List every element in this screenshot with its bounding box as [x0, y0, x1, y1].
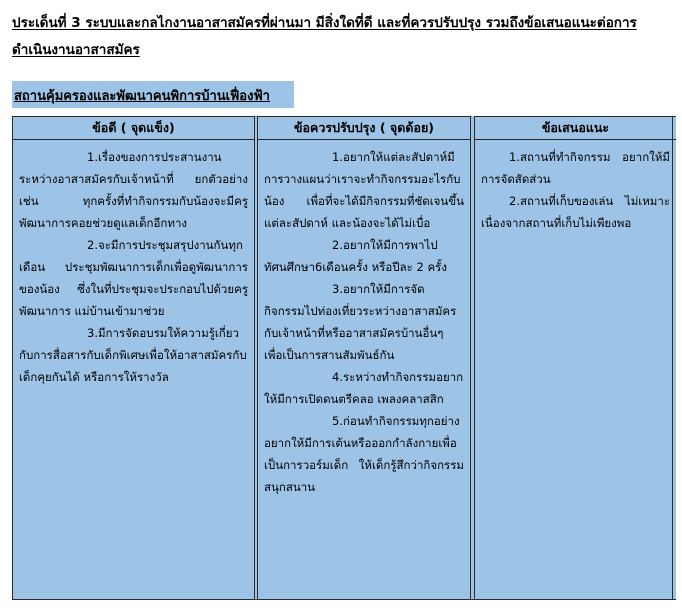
page-heading: ประเด็นที่ 3 ระบบและกลไกงานอาสาสมัครที่ผ่านมา มีสิ่งใดที่ดี และที่ควรปรับปรุง รวมถึงข้อเสนอแนะต่อการดำเนินงานอาสาสมัคร: [12, 15, 637, 58]
improvement-item: 2.อยากให้มีการพาไปทัศนศึกษา6เดือนครั้ง หรือปีละ 2 ครั้ง: [264, 238, 447, 274]
improvements-column: [257, 116, 471, 600]
improvement-item: 5.ก่อนทำกิจกรรมทุกอย่างอยากให้มีการเต้นหรือออกกำลังกายเพื่อเป็นการวอร์มเด็ก ให้เด็กรู้สึกว่ากิจกรรมสนุกสนาน: [264, 414, 464, 494]
improvement-item: 3.อยากให้มีการจัดกิจกรรมไปท่องเที่ยวระหว่างอาสาสมัครกับเจ้าหน้าที่หรืออาสาสมัครบ้านอื่นๆ เพื่อเป็นการสานสัมพันธ์กัน: [264, 282, 457, 362]
section-title: สถานคุ้มครองและพัฒนาคนพิการบ้านเฟื่องฟ้า: [12, 81, 294, 108]
suggestion-item: 1.สถานที่ทำกิจกรรม อยากให้มีการจัดสัดส่วน: [481, 150, 670, 186]
strengths-column: [12, 116, 255, 600]
suggestions-column: [474, 116, 676, 600]
strengths-list: [13, 140, 254, 388]
improvement-item: 1.อยากให้แต่ละสัปดาห์มีการวางแผนว่าเราจะทำกิจกรรมอะไรกับน้อง เพื่อที่จะได้มีกิจกรรมที่ชัดเจนขึ้นแต่ละสัปดาห์ และน้องจะได้ไม่เบื่อ: [264, 150, 464, 230]
strength-item: 2.จะมีการประชุมสรุปงานกันทุกเดือน ประชุมพัฒนาการเด็กเพื่อดูพัฒนาการของน้อง ซึ่งในที่ประชุมจะประกอบไปด้วยครูพัฒนาการ แม่บ้านเข้ามาช่วย: [19, 238, 248, 318]
feedback-table: [12, 116, 676, 600]
strength-item: 1.เรื่องของการประสานงานระหว่างอาสาสมัครกับเจ้าหน้าที่ ยกตัวอย่างเช่น ทุกครั้งที่ทำกิจกรรมกับน้องจะมีครูพัฒนาการคอยช่วยดูแลเด็กอีกทาง: [19, 150, 248, 230]
suggestions-list: [475, 140, 676, 234]
suggestions-header: ข้อเสนอแนะ: [475, 116, 676, 140]
improvement-item: 4.ระหว่างทำกิจกรรมอยากให้มีการเปิดดนตรีคลอ เพลงคลาสสิก: [264, 370, 464, 406]
suggestion-item: 2.สถานที่เก็บของเล่น ไม่เหมาะ เนื่องจากสถานที่เก็บไม่เพียงพอ: [481, 194, 670, 230]
improvements-list: [258, 140, 470, 498]
strengths-header: ข้อดี ( จุดแข็ง): [13, 116, 254, 140]
table-bottom-border: [12, 599, 676, 600]
table-right-border: [672, 116, 676, 600]
improvements-header: ข้อควรปรับปรุง ( จุดด้อย): [258, 116, 470, 140]
strength-item: 3.มีการจัดอบรมให้ความรู้เกี่ยวกับการสื่อสารกับเด็กพิเศษเพื่อให้อาสาสมัครกับเด็กคุยกันได้ หรือการให้รางวัล: [19, 326, 247, 384]
